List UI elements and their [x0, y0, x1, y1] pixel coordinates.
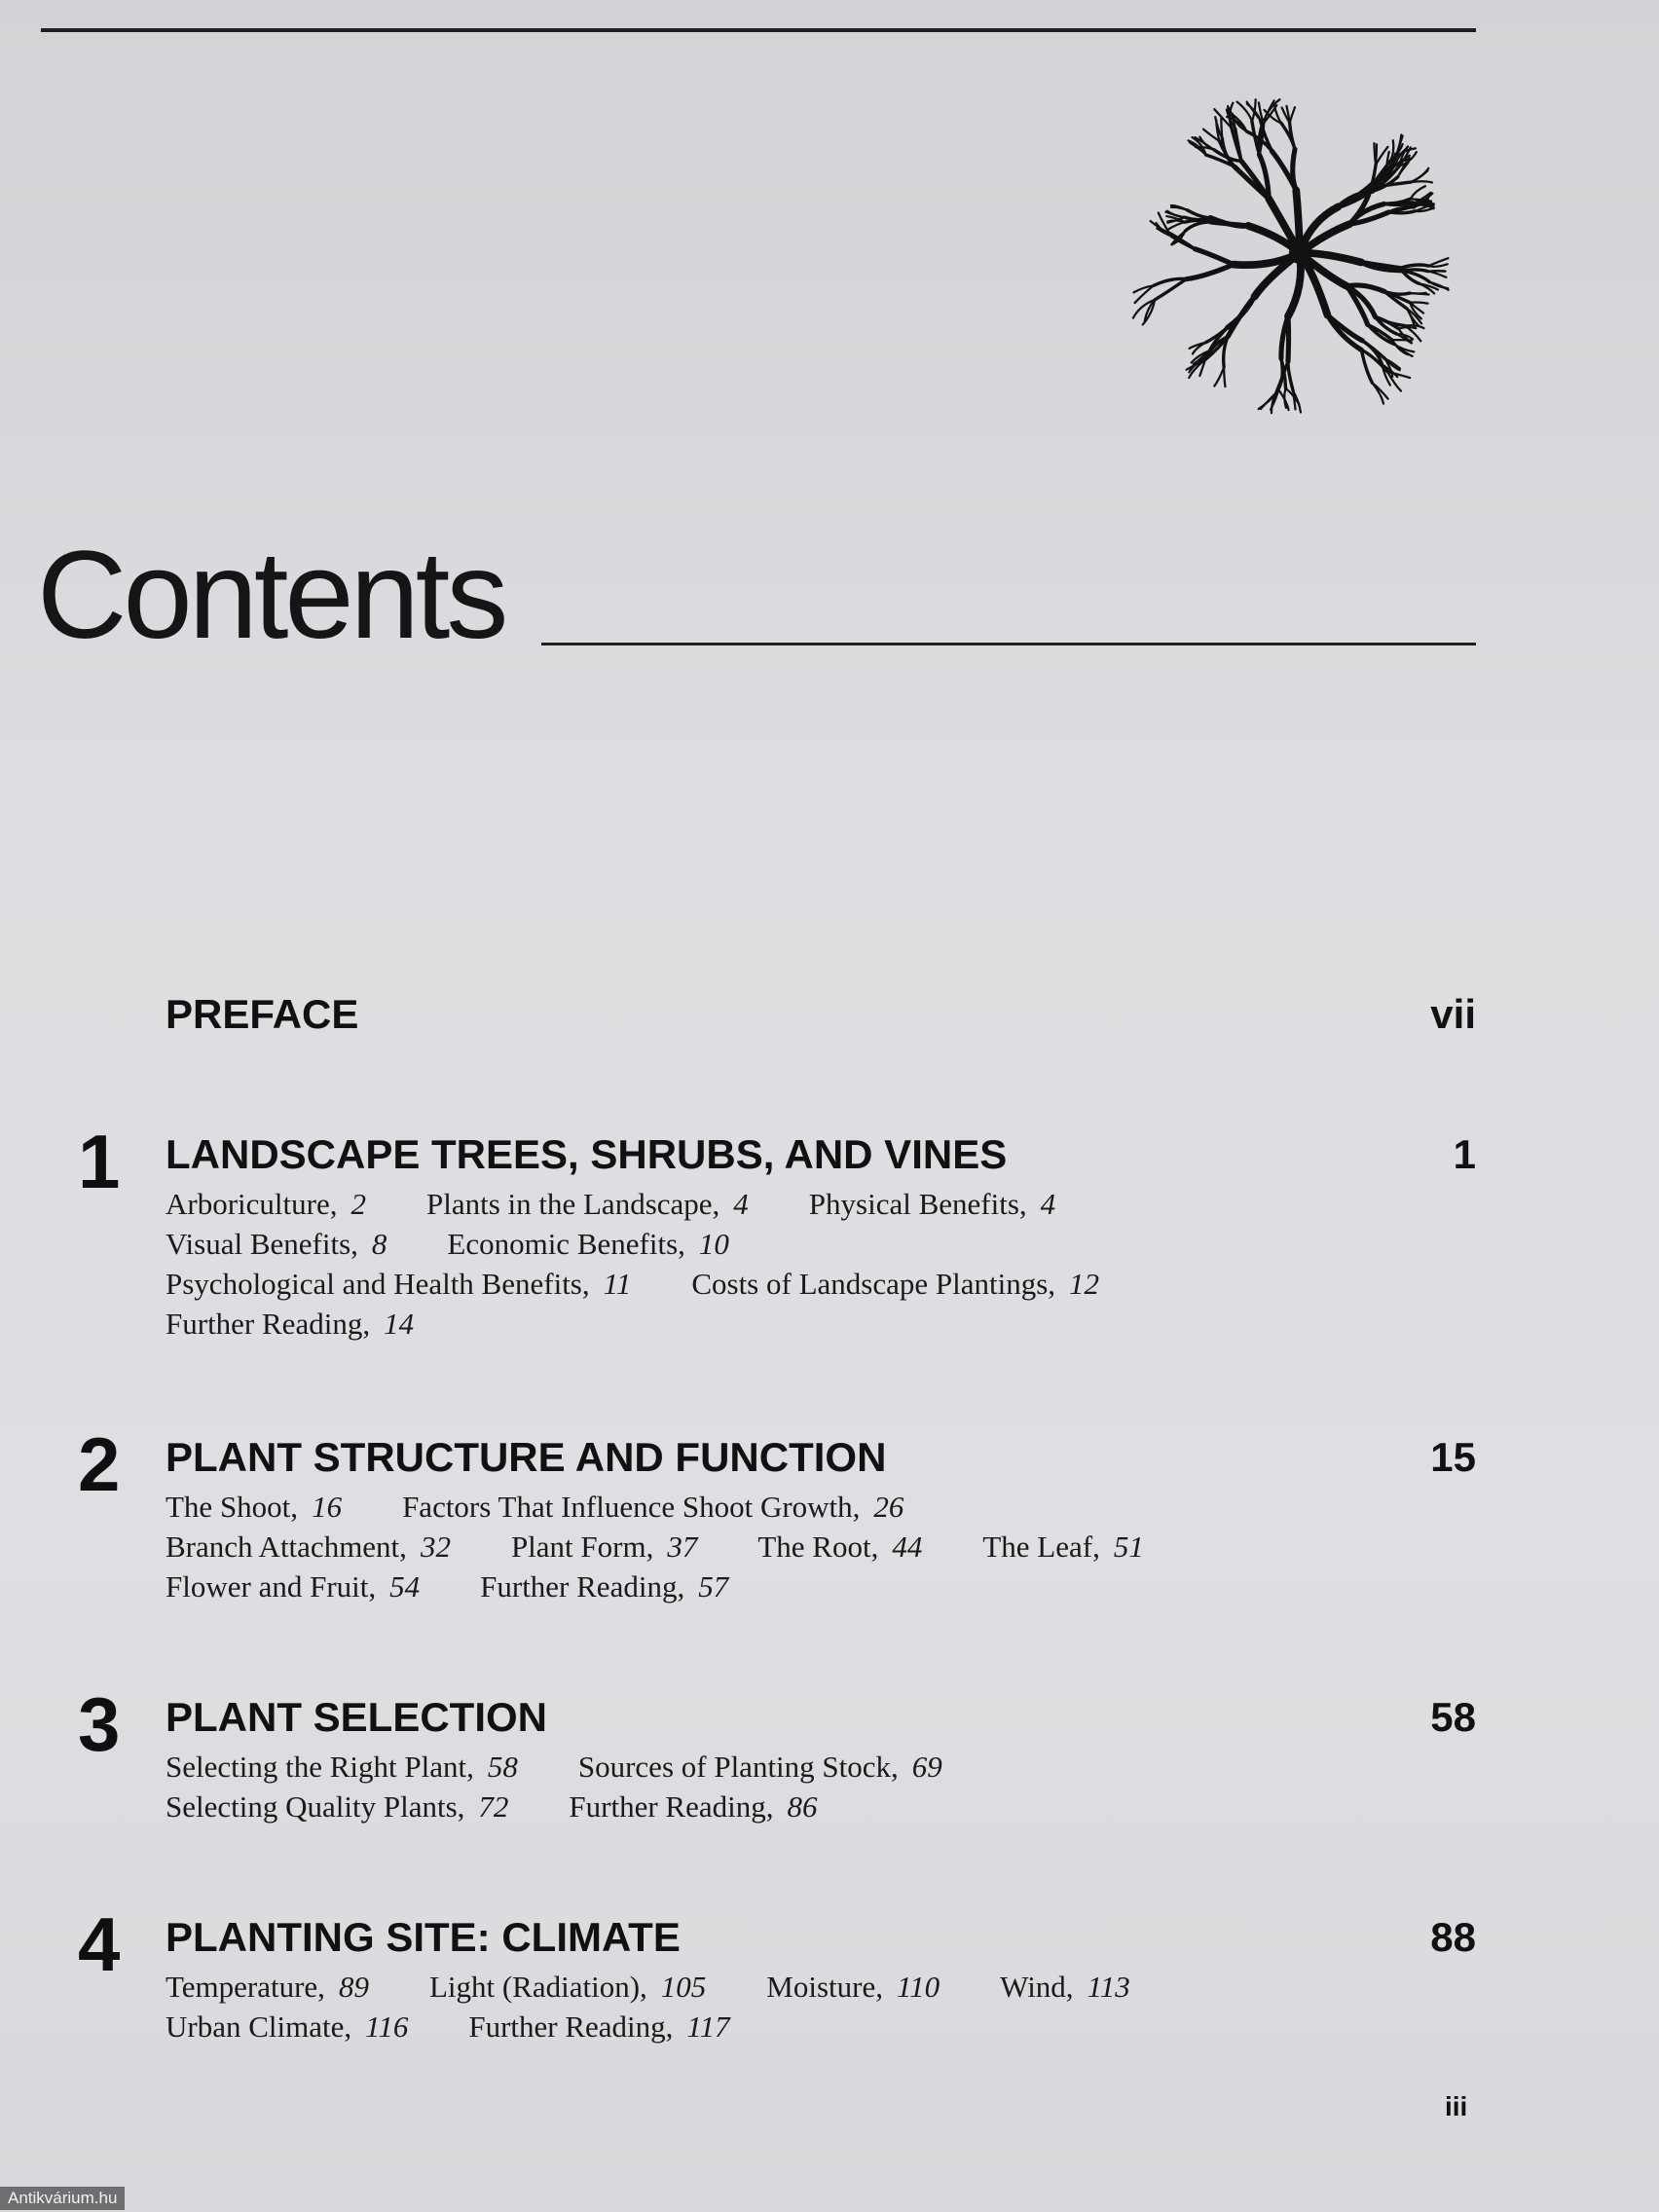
section-entry[interactable]: [468, 2007, 729, 2046]
section-label: The Root,: [757, 1530, 879, 1564]
section-entry[interactable]: [569, 1787, 817, 1826]
section-page: 37: [667, 1530, 698, 1564]
section-page: 58: [487, 1750, 518, 1784]
section-entry[interactable]: [166, 1787, 508, 1826]
section-label: Selecting Quality Plants,: [166, 1789, 465, 1824]
section-label: Branch Attachment,: [166, 1530, 407, 1564]
section-label: Physical Benefits,: [808, 1187, 1027, 1221]
section-page: 10: [698, 1227, 729, 1261]
section-page: 44: [892, 1530, 923, 1564]
section-page: 105: [660, 1970, 707, 2004]
section-label: Further Reading,: [468, 2009, 674, 2044]
section-entry[interactable]: [166, 2007, 408, 2046]
section-entry[interactable]: [578, 1747, 942, 1787]
section-label: Wind,: [1000, 1970, 1074, 2004]
section-label: Temperature,: [166, 1970, 325, 2004]
section-line: [166, 1967, 1451, 2007]
section-entry[interactable]: [166, 1264, 631, 1304]
chapter-sections: [166, 1487, 1451, 1606]
section-line: [166, 1264, 1451, 1304]
section-entry[interactable]: [757, 1527, 922, 1567]
section-label: Further Reading,: [166, 1307, 371, 1341]
chapter-number: 4: [78, 1901, 121, 1987]
section-entry[interactable]: [511, 1527, 697, 1567]
section-entry[interactable]: [166, 1967, 369, 2007]
section-page: 113: [1087, 1970, 1130, 2004]
section-entry[interactable]: [166, 1487, 342, 1527]
section-entry[interactable]: [982, 1527, 1143, 1567]
section-line: [166, 1224, 1451, 1264]
section-page: 57: [698, 1569, 729, 1604]
section-label: Economic Benefits,: [447, 1227, 685, 1261]
section-entry[interactable]: [447, 1224, 729, 1264]
section-page: 11: [603, 1267, 632, 1301]
section-label: Plants in the Landscape,: [425, 1187, 720, 1221]
section-entry[interactable]: [166, 1304, 414, 1344]
section-entry[interactable]: [691, 1264, 1099, 1304]
chapter-page-number: 15: [1430, 1434, 1476, 1480]
section-label: Sources of Planting Stock,: [577, 1750, 899, 1784]
chapter-title: LANDSCAPE TREES, SHRUBS, AND VINES: [166, 1131, 1008, 1177]
chapter-sections: [166, 1747, 1451, 1826]
section-page: 12: [1069, 1267, 1100, 1301]
page-folio: iii: [1445, 2091, 1468, 2121]
section-label: Costs of Landscape Plantings,: [691, 1267, 1056, 1301]
chapter-title: PLANT STRUCTURE AND FUNCTION: [166, 1434, 887, 1480]
section-entry[interactable]: [166, 1567, 420, 1606]
section-page: 32: [420, 1530, 451, 1564]
chapter-sections: [166, 1967, 1451, 2046]
section-page: 54: [389, 1569, 421, 1604]
chapter-page-number: 58: [1430, 1694, 1476, 1740]
section-label: Factors That Influence Shoot Growth,: [402, 1490, 861, 1524]
title-rule: [541, 643, 1476, 645]
top-rule: [41, 28, 1476, 32]
section-label: Further Reading,: [569, 1789, 774, 1824]
section-page: 16: [312, 1490, 343, 1524]
section-entry[interactable]: [166, 1747, 518, 1787]
section-line: [166, 2007, 1451, 2046]
chapter-page-number: 1: [1453, 1131, 1476, 1177]
section-entry[interactable]: [402, 1487, 903, 1527]
section-page: 117: [686, 2009, 730, 2044]
section-label: Light (Radiation),: [428, 1970, 647, 2004]
section-line: [166, 1487, 1451, 1527]
chapter-page-number: 88: [1430, 1914, 1476, 1960]
chapter-title: PLANT SELECTION: [166, 1694, 548, 1740]
section-entry[interactable]: [766, 1967, 940, 2007]
section-line: [166, 1184, 1451, 1224]
chapter-number: 2: [78, 1421, 121, 1507]
section-page: 69: [911, 1750, 942, 1784]
section-page: 89: [338, 1970, 369, 2004]
section-line: [166, 1567, 1451, 1606]
section-entry[interactable]: [166, 1527, 451, 1567]
section-entry[interactable]: [426, 1184, 749, 1224]
section-label: Urban Climate,: [166, 2009, 352, 2044]
preface-entry[interactable]: [166, 991, 1476, 1050]
section-page: 116: [365, 2009, 409, 2044]
section-label: The Shoot,: [166, 1490, 299, 1524]
section-entry[interactable]: [166, 1184, 366, 1224]
preface-label: PREFACE: [166, 991, 359, 1037]
section-label: Selecting the Right Plant,: [166, 1750, 474, 1784]
section-entry[interactable]: [480, 1567, 728, 1606]
section-label: Flower and Fruit,: [166, 1569, 377, 1604]
chapter-number: 1: [78, 1119, 121, 1204]
section-page: 26: [873, 1490, 904, 1524]
section-page: 51: [1113, 1530, 1144, 1564]
section-page: 110: [896, 1970, 940, 2004]
chapter-sections: [166, 1184, 1451, 1344]
section-line: [166, 1787, 1451, 1826]
section-label: Psychological and Health Benefits,: [166, 1267, 590, 1301]
section-label: Arboriculture,: [166, 1187, 338, 1221]
section-line: [166, 1747, 1451, 1787]
section-entry[interactable]: [429, 1967, 706, 2007]
section-entry[interactable]: [166, 1224, 387, 1264]
page-title: Contents: [37, 526, 505, 665]
chapter-title: PLANTING SITE: CLIMATE: [166, 1914, 681, 1960]
section-page: 2: [350, 1187, 366, 1221]
section-page: 72: [478, 1789, 509, 1824]
tree-roots-icon: [1120, 73, 1480, 433]
section-label: The Leaf,: [982, 1530, 1100, 1564]
preface-page-number: vii: [1430, 991, 1476, 1037]
section-page: 14: [384, 1307, 415, 1341]
section-entry[interactable]: [1000, 1967, 1130, 2007]
section-page: 4: [733, 1187, 749, 1221]
section-label: Moisture,: [766, 1970, 883, 2004]
section-page: 4: [1040, 1187, 1056, 1221]
section-line: [166, 1304, 1451, 1344]
watermark-label: Antikvárium.hu: [0, 2187, 125, 2210]
section-label: Further Reading,: [480, 1569, 685, 1604]
section-line: [166, 1527, 1451, 1567]
section-entry[interactable]: [809, 1184, 1055, 1224]
section-label: Plant Form,: [510, 1530, 654, 1564]
section-page: 86: [787, 1789, 818, 1824]
section-label: Visual Benefits,: [166, 1227, 358, 1261]
section-page: 8: [371, 1227, 387, 1261]
chapter-number: 3: [78, 1681, 121, 1767]
